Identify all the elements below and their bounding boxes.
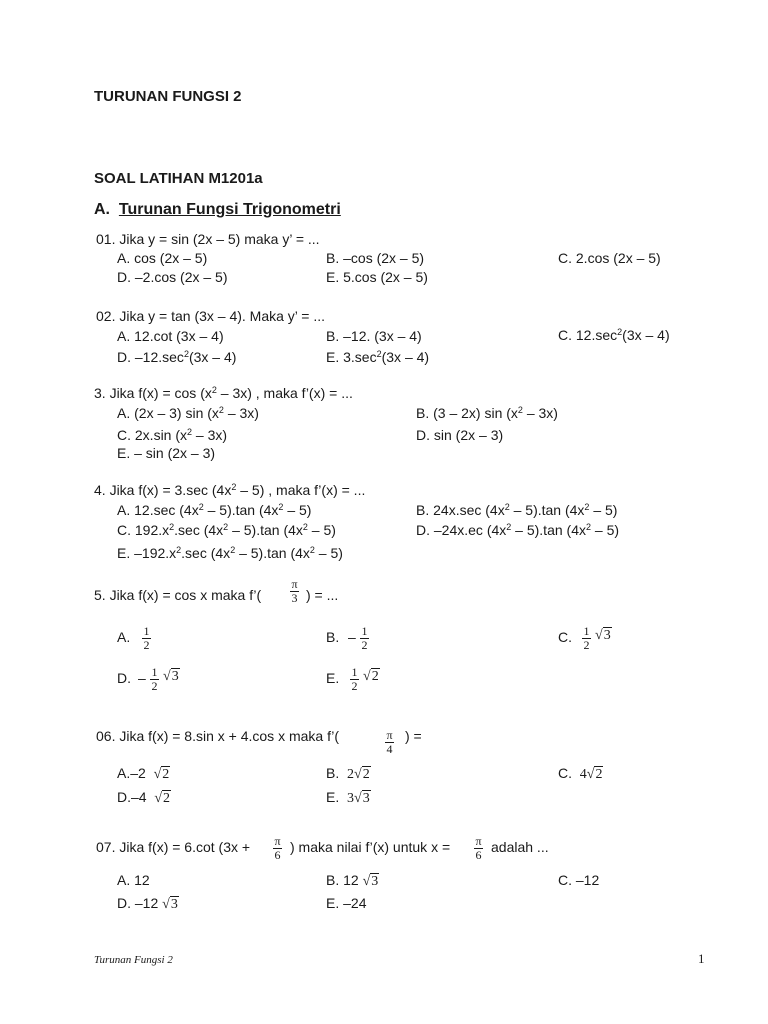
q6-option-a: A.–2 √2 bbox=[117, 765, 170, 782]
q7-option-a: A. 12 bbox=[117, 872, 150, 888]
q5-option-b-sign: – bbox=[348, 629, 356, 645]
q2-option-c: C. $12.\sec^2(3x - 4)$ bbox=[558, 327, 670, 343]
q2-stem: 02. Jika y = tan (3x – 4). Maka y’ = ... bbox=[96, 308, 326, 324]
q7-option-d: D. –12 √3 bbox=[117, 895, 178, 912]
q1-stem: 01. Jika y = sin (2x – 5) maka y’ = ... bbox=[96, 231, 320, 247]
q7-stem-mid: ) maka nilai f’(x) untuk x = bbox=[290, 839, 451, 855]
q7-stem-pre: 07. Jika f(x) = 6.cot (3x + bbox=[96, 839, 251, 855]
q5-stem-post: ) = ... bbox=[306, 587, 339, 603]
q2-option-b: B. –12. (3x – 4) bbox=[326, 328, 422, 344]
q1-option-e: E. 5.cos (2x – 5) bbox=[326, 269, 428, 285]
q6-option-e: E. 3√3 bbox=[326, 789, 370, 806]
q4-option-b: B. 24x.sec $(4x^2 - 5).\tan$ $(4x^2 - 5)$ bbox=[416, 502, 618, 518]
q4-option-d: D. –24x.ec $(4x^2 - 5).\tan$ $(4x^2 - 5)$ bbox=[416, 522, 620, 538]
q5-option-c-radical: √3 bbox=[595, 628, 611, 643]
q4-option-e: E. $-192.x^2.\sec$ $(4x^2 - 5).\tan$ $(4x^2 - 5)$ bbox=[117, 545, 343, 561]
q5-option-e-label: E. bbox=[326, 670, 340, 686]
q2-option-e: E. $3.\sec^2(3x - 4)$ bbox=[326, 349, 430, 365]
q1-option-a: A. cos (2x – 5) bbox=[117, 250, 208, 266]
q5-option-a-fraction: 1 2 bbox=[143, 624, 150, 652]
q5-option-e-fraction: 1 2 bbox=[351, 665, 358, 693]
q2-option-a: A. 12.cot (3x – 4) bbox=[117, 328, 224, 344]
q5-option-a-label: A. bbox=[117, 629, 131, 645]
q6-stem-pre: 06. Jika f(x) = 8.sin x + 4.cos x maka f’( bbox=[96, 728, 340, 744]
q5-option-c-fraction: 1 2 bbox=[583, 624, 590, 652]
footer-title: Turunan Fungsi 2 bbox=[94, 954, 173, 966]
q4-option-a: A. 12.sec $(4x^2 - 5).\tan$ $(4x^2 - 5)$ bbox=[117, 502, 312, 518]
q6-stem-post: ) = bbox=[405, 728, 422, 744]
q2-option-d: D. $-12.\sec^2(3x - 4)$ bbox=[117, 349, 237, 365]
q1-option-c: C. 2.cos (2x – 5) bbox=[558, 250, 661, 266]
q3-option-d: D. sin (2x – 3) bbox=[416, 427, 504, 443]
section-letter: A. bbox=[94, 201, 110, 218]
q6-stem-fraction: π 4 bbox=[386, 728, 393, 756]
q5-option-e-radical: √2 bbox=[363, 669, 379, 684]
q4-option-c: C. $192.x^2.\sec$ $(4x^2 - 5).\tan$ $(4x^2 - 5)$ bbox=[117, 522, 336, 538]
q5-stem-fraction: π 3 bbox=[291, 577, 298, 605]
q3-option-b: B. (3 – 2x) $\sin (x^2 - 3x)$ bbox=[416, 405, 558, 421]
q5-option-c-label: C. bbox=[558, 629, 572, 645]
q7-option-e: E. –24 bbox=[326, 895, 367, 911]
section-title: Turunan Fungsi Trigonometri bbox=[118, 201, 341, 218]
q6-option-b: B. 2√2 bbox=[326, 765, 370, 782]
q5-option-d-radical: √3 bbox=[163, 669, 179, 684]
q5-option-d-sign: – bbox=[138, 670, 146, 686]
q1-option-d: D. –2.cos (2x – 5) bbox=[117, 269, 228, 285]
q7-option-b: B. 12 √3 bbox=[326, 872, 379, 889]
q1-option-b: B. –cos (2x – 5) bbox=[326, 250, 425, 266]
exercise-title: SOAL LATIHAN M1201a bbox=[94, 170, 263, 187]
q7-option-c: C. –12 bbox=[558, 872, 600, 888]
q3-stem: 3. Jika $f(x) = \cos (x^2 - 3x)$ , maka f’(x) = ... bbox=[94, 385, 353, 401]
q5-stem-pre: 5. Jika f(x) = cos x maka f’( bbox=[94, 587, 262, 603]
q7-stem-post: adalah ... bbox=[491, 839, 549, 855]
q5-option-d-label: D. bbox=[117, 670, 131, 686]
document-title: TURUNAN FUNGSI 2 bbox=[94, 88, 242, 105]
q6-option-c: C. 4√2 bbox=[558, 765, 603, 782]
q3-option-a: A. (2x – 3) $\sin (x^2 - 3x)$ bbox=[117, 405, 259, 421]
page-number: 1 bbox=[698, 951, 705, 966]
q7-stem-fraction-2: π 6 bbox=[475, 834, 482, 862]
q6-option-d: D.–4 √2 bbox=[117, 789, 171, 806]
q5-option-b-label: B. bbox=[326, 629, 340, 645]
q5-option-b-fraction: 1 2 bbox=[361, 624, 368, 652]
q3-option-e: E. – sin (2x – 3) bbox=[117, 445, 216, 461]
q7-stem-fraction-1: π 6 bbox=[274, 834, 281, 862]
q5-option-d-fraction: 1 2 bbox=[151, 665, 158, 693]
section-heading bbox=[94, 201, 341, 219]
q4-stem: 4. Jika f(x) = 3.sec $(4x^2 - 5)$ , maka f’(x) = ... bbox=[94, 482, 366, 498]
q3-option-c: C. 2x.sin $(x^2 - 3x)$ bbox=[117, 427, 228, 443]
